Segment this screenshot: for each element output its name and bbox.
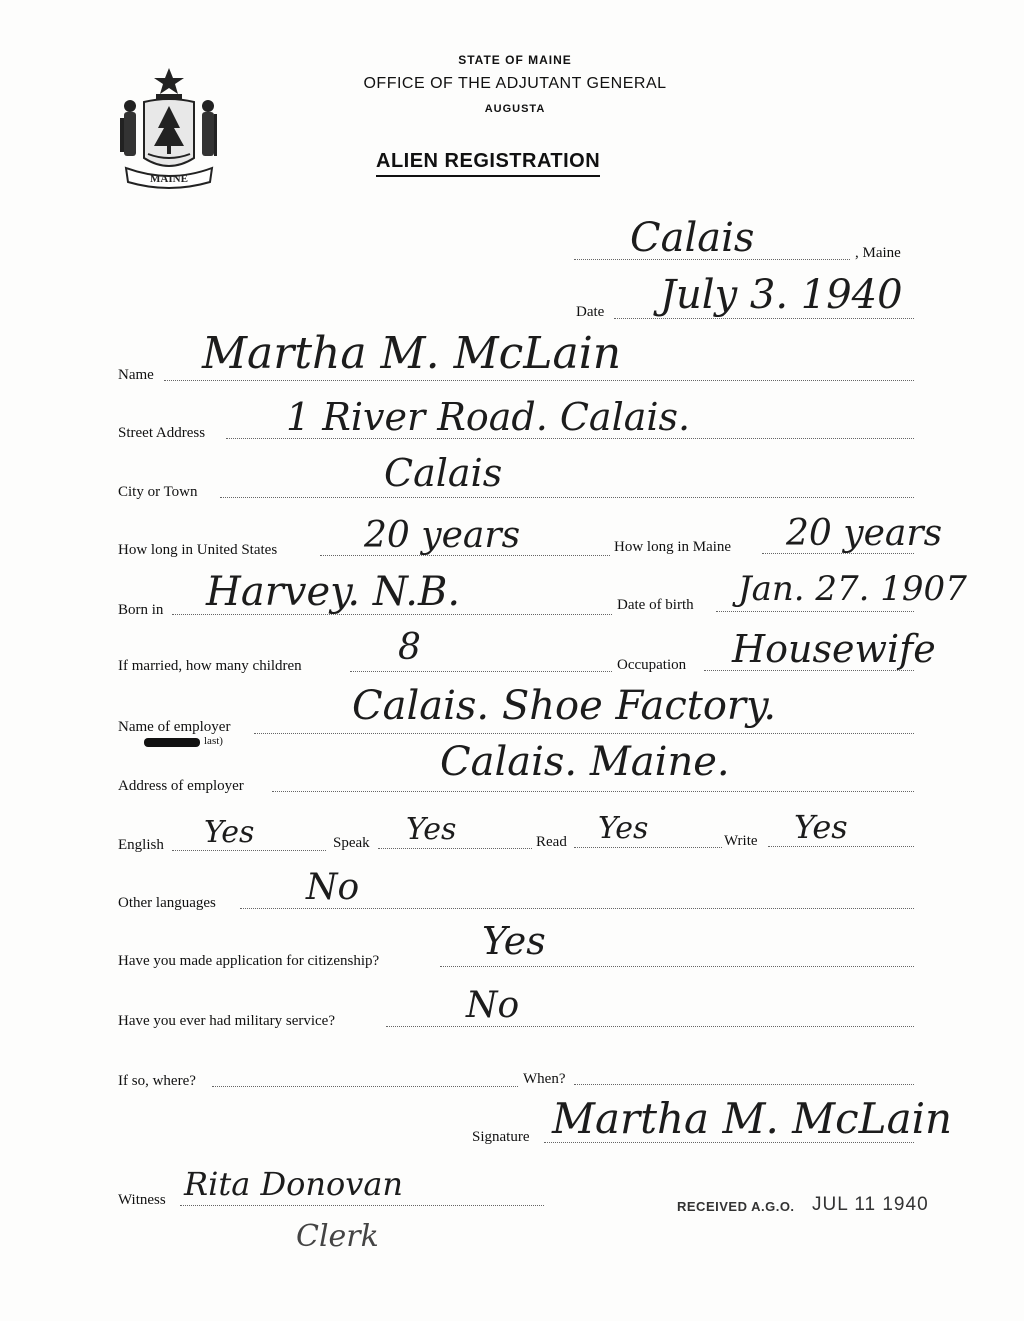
born-label: Born in — [118, 602, 164, 618]
maine-state-seal-icon — [116, 66, 222, 192]
header-city: AUGUSTA — [484, 103, 546, 115]
header-state: STATE OF MAINE — [458, 53, 572, 67]
place-suffix: , Maine — [855, 245, 901, 261]
date-label: Date — [576, 304, 605, 320]
witness-label: Witness — [118, 1192, 166, 1208]
date-value: July 3. 1940 — [660, 272, 903, 318]
speak-line — [378, 848, 532, 849]
dob-value: Jan. 27. 1907 — [738, 569, 967, 609]
maine-label: How long in Maine — [614, 539, 732, 555]
redaction-mark — [144, 738, 200, 747]
occupation-value: Housewife — [732, 627, 936, 671]
us-value: 20 years — [364, 515, 521, 556]
dob-line — [716, 611, 914, 612]
signature-label: Signature — [472, 1129, 530, 1145]
read-line — [574, 847, 722, 848]
military-line — [386, 1026, 914, 1027]
form-title: ALIEN REGISTRATION — [376, 150, 600, 177]
name-line — [164, 380, 914, 381]
dob-label: Date of birth — [617, 597, 694, 613]
received-stamp-date: JUL 11 1940 — [812, 1194, 929, 1215]
name-value: Martha M. McLain — [202, 328, 622, 379]
city-value: Calais — [384, 451, 503, 495]
speak-value: Yes — [406, 812, 457, 847]
when-line — [574, 1084, 914, 1085]
header-office: OFFICE OF THE ADJUTANT GENERAL — [363, 75, 667, 92]
employer-label: Name of employer — [118, 719, 231, 735]
date-line — [614, 318, 914, 319]
witness-line — [180, 1205, 544, 1206]
employer-address-label: Address of employer — [118, 778, 244, 794]
employer-sublabel: last) — [204, 735, 223, 747]
employer-address-value: Calais. Maine. — [440, 739, 730, 785]
born-value: Harvey. N.B. — [206, 569, 461, 615]
employer-address-line — [272, 791, 914, 792]
street-label: Street Address — [118, 425, 206, 441]
received-stamp-text: RECEIVED A.G.O. — [677, 1199, 795, 1214]
where-line — [212, 1086, 518, 1087]
write-value: Yes — [794, 808, 848, 846]
children-line — [350, 671, 612, 672]
children-label: If married, how many children — [118, 658, 302, 674]
speak-label: Speak — [333, 835, 370, 851]
street-value: 1 River Road. Calais. — [286, 395, 691, 439]
employer-line — [254, 733, 914, 734]
english-value: Yes — [204, 815, 255, 850]
seal-text: MAINE — [150, 173, 188, 185]
when-label: When? — [523, 1071, 566, 1087]
english-label: English — [118, 837, 164, 853]
citizenship-line — [440, 966, 914, 967]
occupation-label: Occupation — [617, 657, 687, 673]
english-line — [172, 850, 326, 851]
city-label: City or Town — [118, 484, 198, 500]
military-value: No — [466, 985, 520, 1026]
maine-value: 20 years — [786, 513, 943, 554]
children-value: 8 — [398, 627, 421, 668]
citizenship-value: Yes — [482, 919, 546, 963]
military-label: Have you ever had military service? — [118, 1013, 335, 1029]
other-languages-line — [240, 908, 914, 909]
place-value: Calais — [630, 215, 755, 261]
city-line — [220, 497, 914, 498]
us-label: How long in United States — [118, 542, 278, 558]
where-label: If so, where? — [118, 1073, 196, 1089]
other-languages-value: No — [306, 867, 360, 908]
name-label: Name — [118, 367, 154, 383]
witness-value: Rita Donovan — [184, 1165, 403, 1203]
employer-value: Calais. Shoe Factory. — [352, 683, 777, 729]
write-line — [768, 846, 914, 847]
signature-value: Martha M. McLain — [552, 1094, 953, 1143]
witness-title: Clerk — [296, 1219, 379, 1254]
read-label: Read — [536, 834, 567, 850]
citizenship-label: Have you made application for citizenship? — [118, 953, 380, 969]
read-value: Yes — [598, 811, 649, 846]
other-languages-label: Other languages — [118, 895, 216, 911]
write-label: Write — [724, 833, 758, 849]
